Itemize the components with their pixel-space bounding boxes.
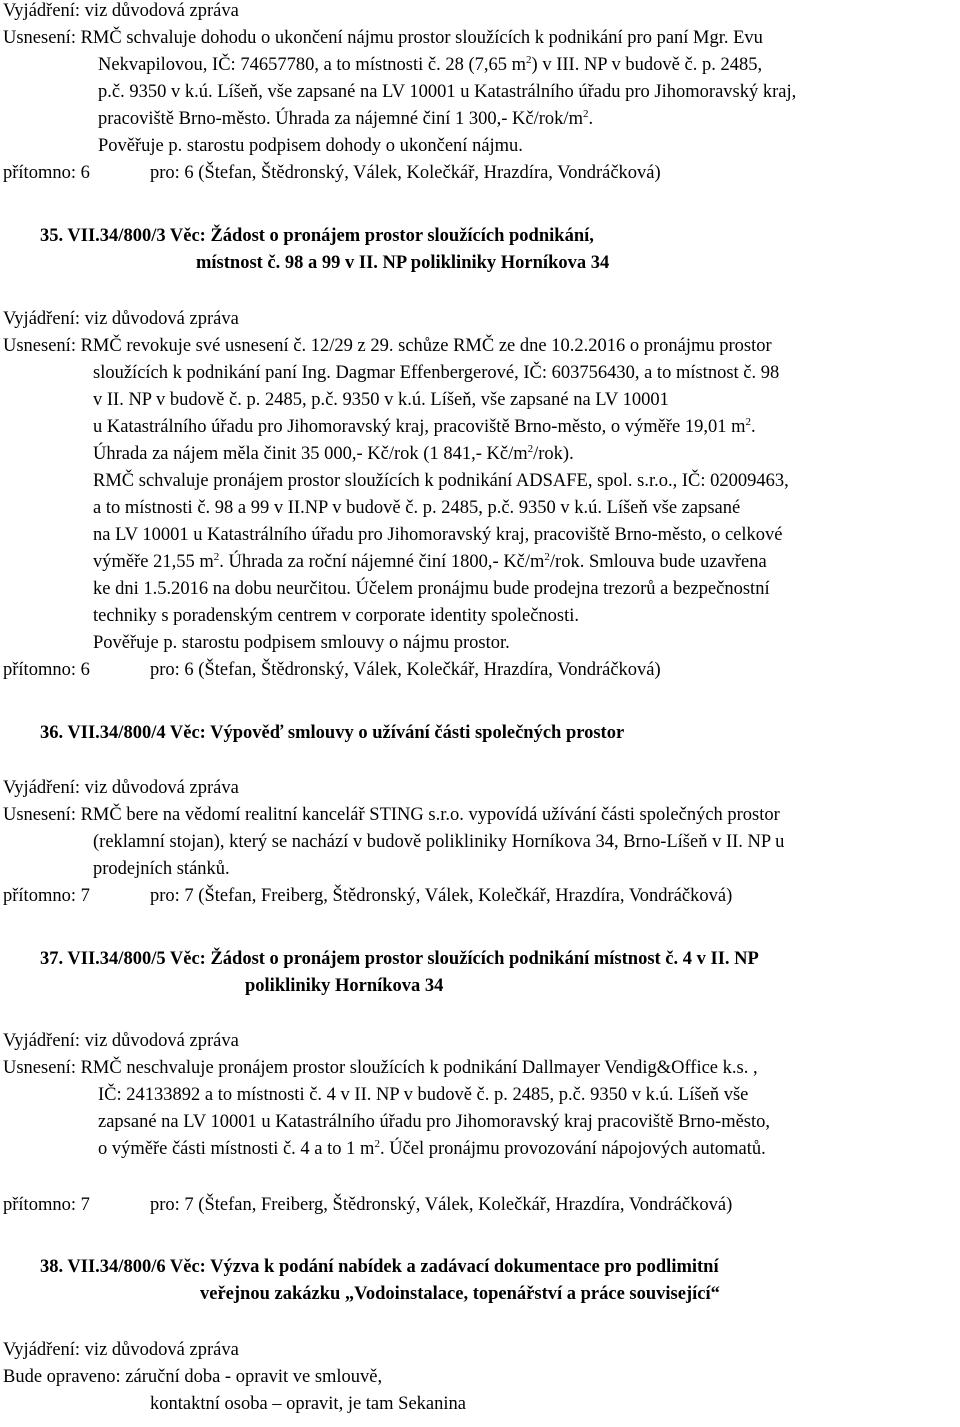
resolution-line: Pověřuje p. starostu podpisem smlouvy o nájmu prostor. — [93, 633, 510, 653]
vote-result: pro: 7 (Štefan, Freiberg, Štědronský, Válek, Kolečkář, Hrazdíra, Vondráčková) — [150, 1195, 733, 1215]
resolution-line: Usnesení: RMČ neschvaluje pronájem prostor sloužících k podnikání Dallmayer Vendig&Office k.s. , — [3, 1058, 758, 1078]
section-heading: 36. VII.34/800/4 Věc: Výpověď smlouvy o užívání části společných prostor — [40, 723, 625, 743]
section-heading-cont: veřejnou zakázku „Vodoinstalace, topenářství a práce související“ — [200, 1284, 720, 1304]
opinion-line: Vyjádření: viz důvodová zpráva — [3, 1, 239, 21]
present-count: přítomno: 6 — [3, 660, 90, 680]
resolution-line: kontaktní osoba – opravit, je tam Sekanina — [150, 1394, 466, 1414]
opinion-line: Vyjádření: viz důvodová zpráva — [3, 778, 239, 798]
resolution-line: Pověřuje p. starostu podpisem dohody o ukončení nájmu. — [98, 136, 523, 156]
resolution-line: Usnesení: RMČ bere na vědomí realitní kancelář STING s.r.o. vypovídá užívání části společných prostor — [3, 805, 780, 825]
vote-result: pro: 6 (Štefan, Štědronský, Válek, Kolečkář, Hrazdíra, Vondráčková) — [150, 163, 661, 183]
resolution-line: p.č. 9350 v k.ú. Líšeň, vše zapsané na LV 10001 u Katastrálního úřadu pro Jihomoravský kraj, — [98, 82, 797, 102]
resolution-line: Nekvapilovou, IČ: 74657780, a to místnosti č. 28 (7,65 $m^2$) v III. NP v budově č. p. 2485, — [98, 53, 763, 75]
resolution-line: Úhrada za nájem měla činit 35 000,- Kč/rok (1 841,- $Kč/m^2/rok$). — [93, 442, 574, 464]
resolution-line: Bude opraveno: záruční doba - opravit ve smlouvě, — [3, 1367, 383, 1387]
opinion-line: Vyjádření: viz důvodová zpráva — [3, 309, 239, 329]
resolution-line: RMČ schvaluje pronájem prostor sloužících k podnikání ADSAFE, spol. s.r.o., IČ: 02009463, — [93, 471, 789, 491]
opinion-line: Vyjádření: viz důvodová zpráva — [3, 1340, 239, 1360]
resolution-line: sloužících k podnikání paní Ing. Dagmar Effenbergerové, IČ: 603756430, a to místnost č. 98 — [93, 363, 780, 383]
section-heading-cont: polikliniky Horníkova 34 — [245, 976, 444, 996]
present-count: přítomno: 7 — [3, 886, 90, 906]
opinion-line: Vyjádření: viz důvodová zpráva — [3, 1031, 239, 1051]
resolution-line: prodejních stánků. — [93, 859, 230, 879]
vote-result: pro: 6 (Štefan, Štědronský, Válek, Kolečkář, Hrazdíra, Vondráčková) — [150, 660, 661, 680]
resolution-line: u Katastrálního úřadu pro Jihomoravský kraj, pracoviště Brno-město, o výměře 19,01 $m^2$. — [93, 415, 756, 437]
section-heading: 37. VII.34/800/5 Věc: Žádost o pronájem prostor sloužících podnikání místnost č. 4 v II. NP — [40, 949, 759, 969]
resolution-line: a to místnosti č. 98 a 99 v II.NP v budově č. p. 2485, p.č. 9350 v k.ú. Líšeň vše zapsané — [93, 498, 741, 518]
resolution-line: techniky s poradenským centrem v corporate identity společnosti. — [93, 606, 580, 626]
resolution-line: pracoviště Brno-město. Úhrada za nájemné činí 1 300,- $Kč/rok/m^2$. — [98, 107, 594, 129]
vote-result: pro: 7 (Štefan, Freiberg, Štědronský, Válek, Kolečkář, Hrazdíra, Vondráčková) — [150, 886, 733, 906]
resolution-line: výměře 21,55 $m^2$. Úhrada za roční nájemné činí 1800,- $Kč/m^2$/rok. Smlouva bude uzavřena — [93, 550, 767, 572]
resolution-line: v II. NP v budově č. p. 2485, p.č. 9350 v k.ú. Líšeň, vše zapsané na LV 10001 — [93, 390, 669, 410]
resolution-line: o výměře části místnosti č. 4 a to 1 $m^2$. Účel pronájmu provozování nápojových automatů. — [98, 1137, 766, 1159]
section-heading: 35. VII.34/800/3 Věc: Žádost o pronájem prostor sloužících podnikání, — [40, 226, 594, 246]
resolution-line: Usnesení: RMČ schvaluje dohodu o ukončení nájmu prostor sloužících k podnikání pro paní Mgr. Evu — [3, 28, 763, 48]
resolution-line: (reklamní stojan), který se nachází v budově polikliniky Horníkova 34, Brno-Líšeň v II. NP u — [93, 832, 785, 852]
present-count: přítomno: 6 — [3, 163, 90, 183]
resolution-line: Usnesení: RMČ revokuje své usnesení č. 12/29 z 29. schůze RMČ ze dne 10.2.2016 o pronájmu prostor — [3, 336, 772, 356]
present-count: přítomno: 7 — [3, 1195, 90, 1215]
resolution-line: zapsané na LV 10001 u Katastrálního úřadu pro Jihomoravský kraj pracoviště Brno-město, — [98, 1112, 771, 1132]
resolution-line: ke dni 1.5.2016 na dobu neurčitou. Účelem pronájmu bude prodejna trezorů a bezpečnostní — [93, 579, 770, 599]
section-heading-cont: místnost č. 98 a 99 v II. NP polikliniky Horníkova 34 — [196, 253, 610, 273]
section-heading: 38. VII.34/800/6 Věc: Výzva k podání nabídek a zadávací dokumentace pro podlimitní — [40, 1257, 719, 1277]
resolution-line: IČ: 24133892 a to místnosti č. 4 v II. NP v budově č. p. 2485, p.č. 9350 v k.ú. Líšeň vše — [98, 1085, 749, 1105]
resolution-line: na LV 10001 u Katastrálního úřadu pro Jihomoravský kraj, pracoviště Brno-město, o celkové — [93, 525, 783, 545]
